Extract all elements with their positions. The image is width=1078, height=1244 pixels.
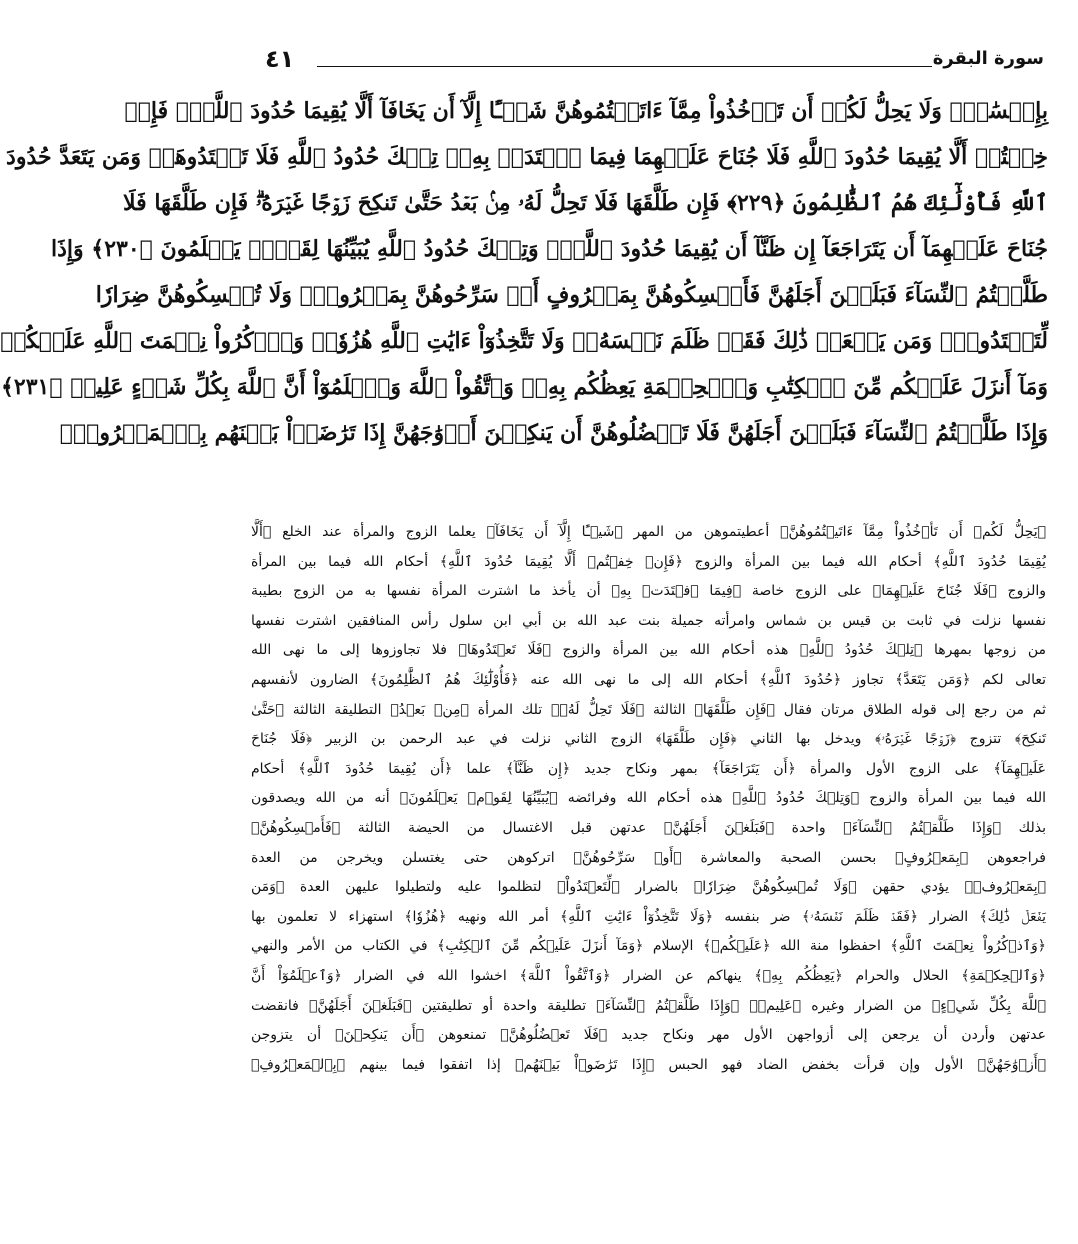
tafsir-line: عدتهن وأردن أن يرجعن إلى أزواجهن الأول مهر ونكاح جديد ﴿فَلَا تَعۡضُلُوهُنَّ﴾ تمنعوهن ﴿أَن يَنكِحۡنَ﴾ أن يتزوجن (251, 1027, 1046, 1044)
tafsir-line: ثم من رجع إلى قوله الطلاق مرتان فقال ﴿فَإِن طَلَّقَهَا﴾ الثالثة ﴿فَلَا تَحِلُّ لَهُۥ﴾ تلك المرأة ﴿مِنۢ بَعۡدُ﴾ التطليقة الثالثة ﴿حَتَّىٰ (251, 701, 1046, 718)
quran-line: وَمَآ أَنزَلَ عَلَيۡكُم مِّنَ ٱلۡكِتَٰبِ وَٱلۡحِكۡمَةِ يَعِظُكُم بِهِۦۚ وَٱتَّقُواْ ٱللَّهَ وَٱعۡلَمُوٓاْ أَنَّ ٱللَّهَ بِكُلِّ شَيۡءٍ عَلِيمٞ ﴿٢٣١﴾ (0, 374, 1048, 400)
tafsir-line: تَنكِحَ﴾ تتزوج ﴿زَوۡجًا غَيۡرَهُۥ﴾ ويدخل بها الثاني ﴿فَإِن طَلَّقَهَا﴾ الزوج الثاني نزلت في عبد الرحمن بن الزبير ﴿فَلَا جُنَاحَ (251, 731, 1046, 748)
tafsir-text-block (251, 518, 1046, 1080)
tafsir-line: فراجعوهن ﴿بِمَعۡرُوفٍ﴾ بحسن الصحبة والمعاشرة ﴿أَوۡ سَرِّحُوهُنَّ﴾ اتركوهن حتى يغتسلن ويخرجن من العدة (251, 849, 1046, 866)
quran-line: بِإِحۡسَٰنٖۗ وَلَا يَحِلُّ لَكُمۡ أَن تَأۡخُذُواْ مِمَّآ ءَاتَيۡتُمُوهُنَّ شَيۡـًٔا إِلَّآ أَن يَخَافَآ أَلَّا يُقِيمَا حُدُودَ ٱللَّهِۖ فَإِنۡ (124, 98, 1048, 124)
quran-line: لِّتَعۡتَدُواْۚ وَمَن يَفۡعَلۡ ذَٰلِكَ فَقَدۡ ظَلَمَ نَفۡسَهُۥۚ وَلَا تَتَّخِذُوٓاْ ءَايَٰتِ ٱللَّهِ هُزُوٗاۚ وَٱذۡكُرُواْ نِعۡمَتَ ٱللَّهِ عَلَيۡكُمۡ (0, 328, 1048, 354)
quran-text-block (0, 88, 1048, 456)
tafsir-line: عَلَيۡهِمَآ﴾ على الزوج الأول والمرأة ﴿أَن يَتَرَاجَعَآ﴾ بمهر ونكاح جديد ﴿إِن ظَنَّآ﴾ علما ﴿أَن يُقِيمَا حُدُودَ ٱللَّهِ﴾ أحكام (251, 760, 1046, 777)
tafsir-line: والزوج ﴿فَلَا جُنَاحَ عَلَيۡهِمَا﴾ على الزوج خاصة ﴿فِيمَا ٱفۡتَدَتۡ بِهِ﴾ أن يأخذ ما اشترت المرأة نفسها به من الزوج بطيبة (251, 583, 1046, 600)
tafsir-line: نفسها نزلت في ثابت بن قيس بن شماس وامرأته جميلة بنت عبد الله بن أبي ابن سلول رأس المنافقين اشترت نفسها (251, 612, 1046, 629)
tafsir-line: يُقِيمَا حُدُودَ ٱللَّهِ﴾ أحكام الله فيما بين المرأة والزوج ﴿فَإِنۡ خِفۡتُمۡ أَلَّا يُقِيمَا حُدُودَ ٱللَّهِ﴾ أحكام الله فيما بين المرأة (251, 553, 1046, 570)
quran-line: وَإِذَا طَلَّقۡتُمُ ٱلنِّسَآءَ فَبَلَغۡنَ أَجَلَهُنَّ فَلَا تَعۡضُلُوهُنَّ أَن يَنكِحۡنَ أَزۡوَٰجَهُنَّ إِذَا تَرَٰضَوۡاْ بَيۡنَهُم بِٱلۡمَعۡرُوفِۗ (59, 420, 1048, 446)
tafsir-line: الله فيما بين المرأة والزوج ﴿وَتِلۡكَ حُدُودُ ٱللَّهِ﴾ هذه أحكام الله وفرائضه ﴿يُبَيِّنُهَا لِقَوۡمٖ يَعۡلَمُونَ﴾ أنه من الله ويصدقون (251, 790, 1046, 807)
tafsir-line: يَفۡعَلۡ ذَٰلِكَ﴾ الضرار ﴿فَقَدۡ ظَلَمَ نَفۡسَهُۥ﴾ ضر بنفسه ﴿وَلَا تَتَّخِذُوٓاْ ءَايَٰتِ ٱللَّهِ﴾ أمر الله ونهيه ﴿هُزُوٗا﴾ استهزاء لا تعلمون بها (251, 908, 1046, 925)
tafsir-line: ﴿يَحِلُّ لَكُمۡ أَن تَأۡخُذُواْ مِمَّآ ءَاتَيۡتُمُوهُنَّ﴾ أعطيتموهن من المهر ﴿شَيۡـًٔا إِلَّآ أَن يَخَافَآ﴾ يعلما الزوج والمرأة عند الخلع ﴿أَلَّا (251, 524, 1046, 540)
tafsir-line: ﴿وَٱذۡكُرُواْ نِعۡمَتَ ٱللَّهِ﴾ احفظوا منة الله ﴿عَلَيۡكُمۡ﴾ الإسلام ﴿وَمَآ أَنزَلَ عَلَيۡكُم مِّنَ ٱلۡكِتَٰبِ﴾ في الكتاب من الأمر والنهي (251, 938, 1046, 955)
header-rule (317, 66, 932, 67)
tafsir-line: ٱللَّهَ بِكُلِّ شَيۡءٍ﴾ من الضرار وغيره ﴿عَلِيمٞ﴾ ﴿وَإِذَا طَلَّقۡتُمُ ٱلنِّسَآءَ﴾ تطليقة واحدة أو تطليقتين ﴿فَبَلَغۡنَ أَجَلَهُنَّ﴾ فانقضت (251, 997, 1046, 1014)
quran-line: جُنَاحَ عَلَيۡهِمَآ أَن يَتَرَاجَعَآ إِن ظَنَّآ أَن يُقِيمَا حُدُودَ ٱللَّهِۗ وَتِلۡكَ حُدُودُ ٱللَّهِ يُبَيِّنُهَا لِقَوۡمٖ يَعۡلَمُونَ ﴿٢٣٠﴾ وَإِذَا (50, 236, 1048, 262)
page-header (259, 44, 1044, 78)
tafsir-line: ﴿أَزۡوَٰجَهُنَّ﴾ الأول وإن قرأت بخفض الضاد فهو الحبس ﴿إِذَا تَرَٰضَوۡاْ بَيۡنَهُم﴾ إذا اتفقوا فيما بينهم ﴿بِٱلۡمَعۡرُوفِ﴾ (251, 1056, 1046, 1073)
quran-line: طَلَّقۡتُمُ ٱلنِّسَآءَ فَبَلَغۡنَ أَجَلَهُنَّ فَأَمۡسِكُوهُنَّ بِمَعۡرُوفٍ أَوۡ سَرِّحُوهُنَّ بِمَعۡرُوفٖۚ وَلَا تُمۡسِكُوهُنَّ ضِرَارٗا (95, 282, 1048, 308)
quran-line: خِفۡتُمۡ أَلَّا يُقِيمَا حُدُودَ ٱللَّهِ فَلَا جُنَاحَ عَلَيۡهِمَا فِيمَا ٱفۡتَدَتۡ بِهِۦۗ تِلۡكَ حُدُودُ ٱللَّهِ فَلَا تَعۡتَدُوهَاۚ وَمَن يَتَعَدَّ حُدُودَ (6, 144, 1048, 170)
tafsir-line: ﴿بِمَعۡرُوفٖ﴾ يؤدي حقهن ﴿وَلَا تُمۡسِكُوهُنَّ ضِرَارٗا﴾ بالضرار ﴿لِّتَعۡتَدُواْ﴾ لتظلموا عليه ولتطيلوا عليهن العدة ﴿وَمَن (251, 879, 1046, 896)
tafsir-line: من زوجها بمهرها ﴿تِلۡكَ حُدُودُ ٱللَّهِ﴾ هذه أحكام الله بين المرأة والزوج ﴿فَلَا تَعۡتَدُوهَا﴾ فلا تجاوزوها إلى ما نهى الله (251, 642, 1046, 659)
surah-title: سورة البقرة (932, 48, 1044, 69)
tafsir-line: ﴿وَٱلۡحِكۡمَةِ﴾ الحلال والحرام ﴿يَعِظُكُم بِهِۦ﴾ ينهاكم عن الضرار ﴿وَٱتَّقُواْ ٱللَّهَ﴾ اخشوا الله في الضرار ﴿وَٱعۡلَمُوٓاْ أَنَّ (251, 967, 1046, 984)
page-number: ٤١ (265, 45, 295, 73)
tafsir-line: تعالى لكم ﴿وَمَن يَتَعَدَّ﴾ تجاوز ﴿حُدُودَ ٱللَّهِ﴾ أحكام الله إلى ما نهى الله عنه ﴿فَأُوْلَٰٓئِكَ هُمُ ٱلظَّٰلِمُونَ﴾ الضارون لأنفسهم (251, 671, 1046, 688)
tafsir-line: بذلك ﴿وَإِذَا طَلَّقۡتُمُ ٱلنِّسَآءَ﴾ واحدة ﴿فَبَلَغۡنَ أَجَلَهُنَّ﴾ عدتهن قبل الاغتسال من الحيضة الثالثة ﴿فَأَمۡسِكُوهُنَّ﴾ (251, 819, 1046, 836)
quran-line: ٱللَّهِ فَأُوْلَٰٓئِكَ هُمُ ٱلظَّٰلِمُونَ ﴿٢٢٩﴾ فَإِن طَلَّقَهَا فَلَا تَحِلُّ لَهُۥ مِنۢ بَعۡدُ حَتَّىٰ تَنكِحَ زَوۡجًا غَيۡرَهُۥۗ فَإِن طَلَّقَهَا فَلَا (123, 190, 1048, 216)
